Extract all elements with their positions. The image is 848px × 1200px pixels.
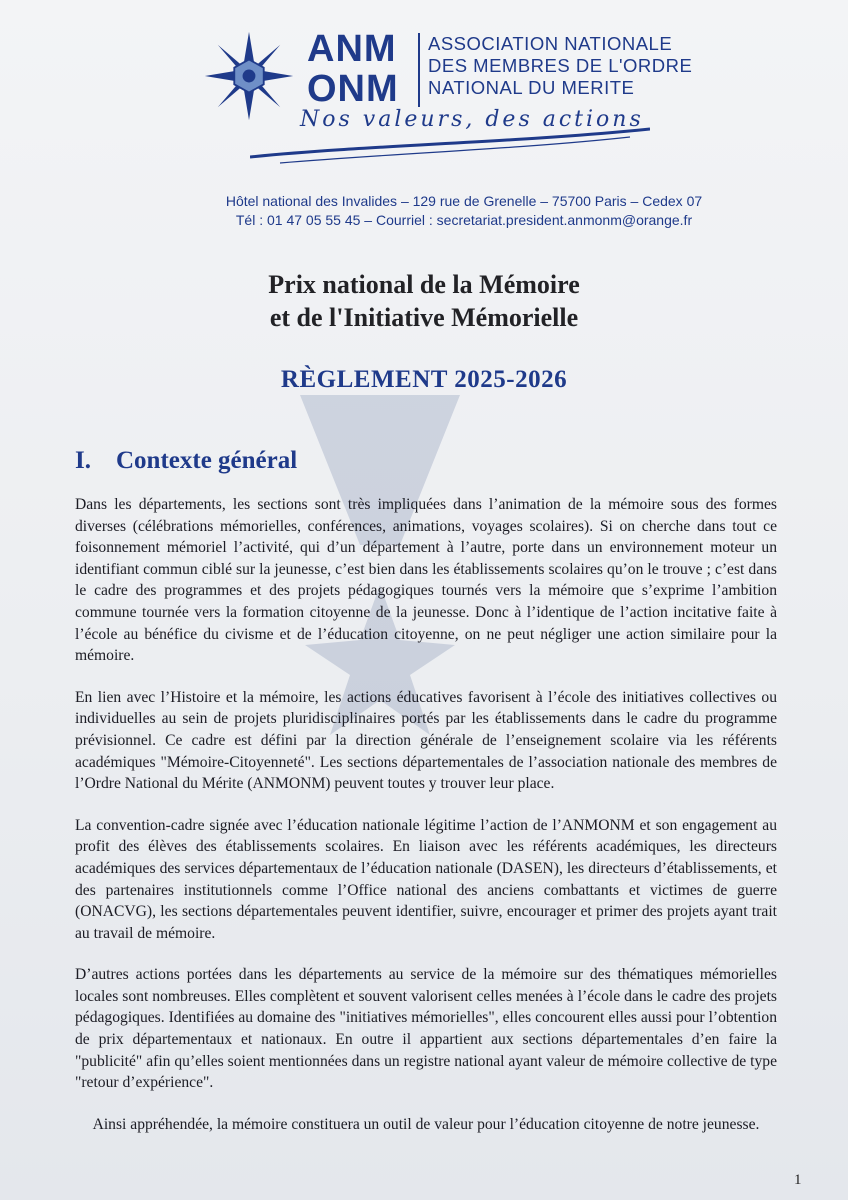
address-line: Hôtel national des Invalides – 129 rue de Grenelle – 75700 Paris – Cedex 07 — [225, 193, 703, 209]
motto: Nos valeurs, des actions — [300, 107, 644, 132]
document-subtitle: RÈGLEMENT 2025-2026 — [280, 366, 568, 393]
section-heading — [75, 447, 297, 475]
paragraph: Ainsi appréhendée, la mémoire constituera un outil de valeur pour l’éducation citoyenne de notre jeunesse. — [92, 1115, 760, 1133]
letterhead-divider — [418, 33, 420, 107]
anmonm-star-logo-icon — [203, 30, 295, 122]
logo-text-anm: ANM — [307, 28, 397, 70]
paragraph: En lien avec l’Histoire et la mémoire, les actions éducatives favorisent à l’école des initiatives collectives ou individuelles au sein de projets pluridisciplinaires portés par les établissements dans le cadre du programme prévisionnel. Ce cadre est défini par la direction générale de l’enseignement scolaire via les référents académiques "Mémoire-Citoyenneté". Les sections départementales de l’association nationale des membres de l’Ordre National du Mérite (ANMONM) peuvent toutes y trouver leur place. — [75, 688, 777, 793]
paragraph: D’autres actions portées dans les départements au service de la mémoire sur des thématiques mémorielles locales sont nombreuses. Elles complètent et souvent valorisent celles menées à l’école dans le cadre des projets pédagogiques. Identifiées au domaine des "initiatives mémorielles", elles concourent elles aussi pour l’obtention de prix départementaux et nationaux. En outre il appartient aux sections départementales d’en faire la "publicité" afin qu’elles soient mentionnées dans un registre national ayant valeur de mémoire collective de type "retour d’expérience". — [75, 966, 777, 1092]
page-number: 1 — [794, 1172, 802, 1188]
section-title: Contexte général — [116, 447, 298, 474]
logo-text-onm: ONM — [307, 68, 399, 110]
letterhead-address — [0, 192, 848, 230]
paragraph: La convention-cadre signée avec l’éducation nationale légitime l’action de l’ANMONM et son engagement au profit des élèves des établissements scolaires. En liaison avec les référents académiques, les directeurs académiques des services départementaux de l’éducation nationale (DASEN), les directeurs d’établissements, et des partenaires institutionnels comme l’Office national des anciens combattants et victimes de guerre (ONACVG), les sections départementales peuvent identifier, suivre, encourager et primer des projets ayant trait au travail de mémoire. — [75, 816, 777, 942]
organization-name-line: NATIONAL DU MERITE — [428, 77, 635, 98]
paragraph: Dans les départements, les sections sont très impliquées dans l’animation de la mémoire sous des formes diverses (célébrations mémorielles, conférences, animations, voyages scolaires). Si on cherche dans tout ce foisonnement mémoriel l’activité, qui d’un département à l’autre, porte dans un environnement moteur un identifiant commun ciblé sur la jeunesse, c’est bien dans les établissements scolaires qu’on le trouve ; c’est dans le cadre des programmes et des projets pédagogiques tournés vers la mémoire que s’exprime l’ambition commune tournée vers la formation citoyenne de la jeunesse. Donc à l’identique de l’action incitative faite à l’école au bénéfice du civisme et de l’éducation citoyenne, on ne peut négliger une action similaire pour la mémoire. — [75, 496, 777, 665]
organization-name — [428, 33, 692, 99]
section-body — [75, 494, 777, 1155]
section-number: I. — [75, 447, 91, 474]
organization-name-line: ASSOCIATION NATIONALE — [428, 33, 673, 54]
title-line: Prix national de la Mémoire — [268, 270, 580, 299]
swoosh-underline-icon — [250, 125, 650, 165]
organization-name-line: DES MEMBRES DE L'ORDRE — [428, 55, 693, 76]
document-title — [0, 268, 848, 334]
contact-line: Tél : 01 47 05 55 45 – Courriel : secretariat.president.anmonm@orange.fr — [235, 212, 693, 228]
title-line: et de l'Initiative Mémorielle — [269, 303, 579, 332]
